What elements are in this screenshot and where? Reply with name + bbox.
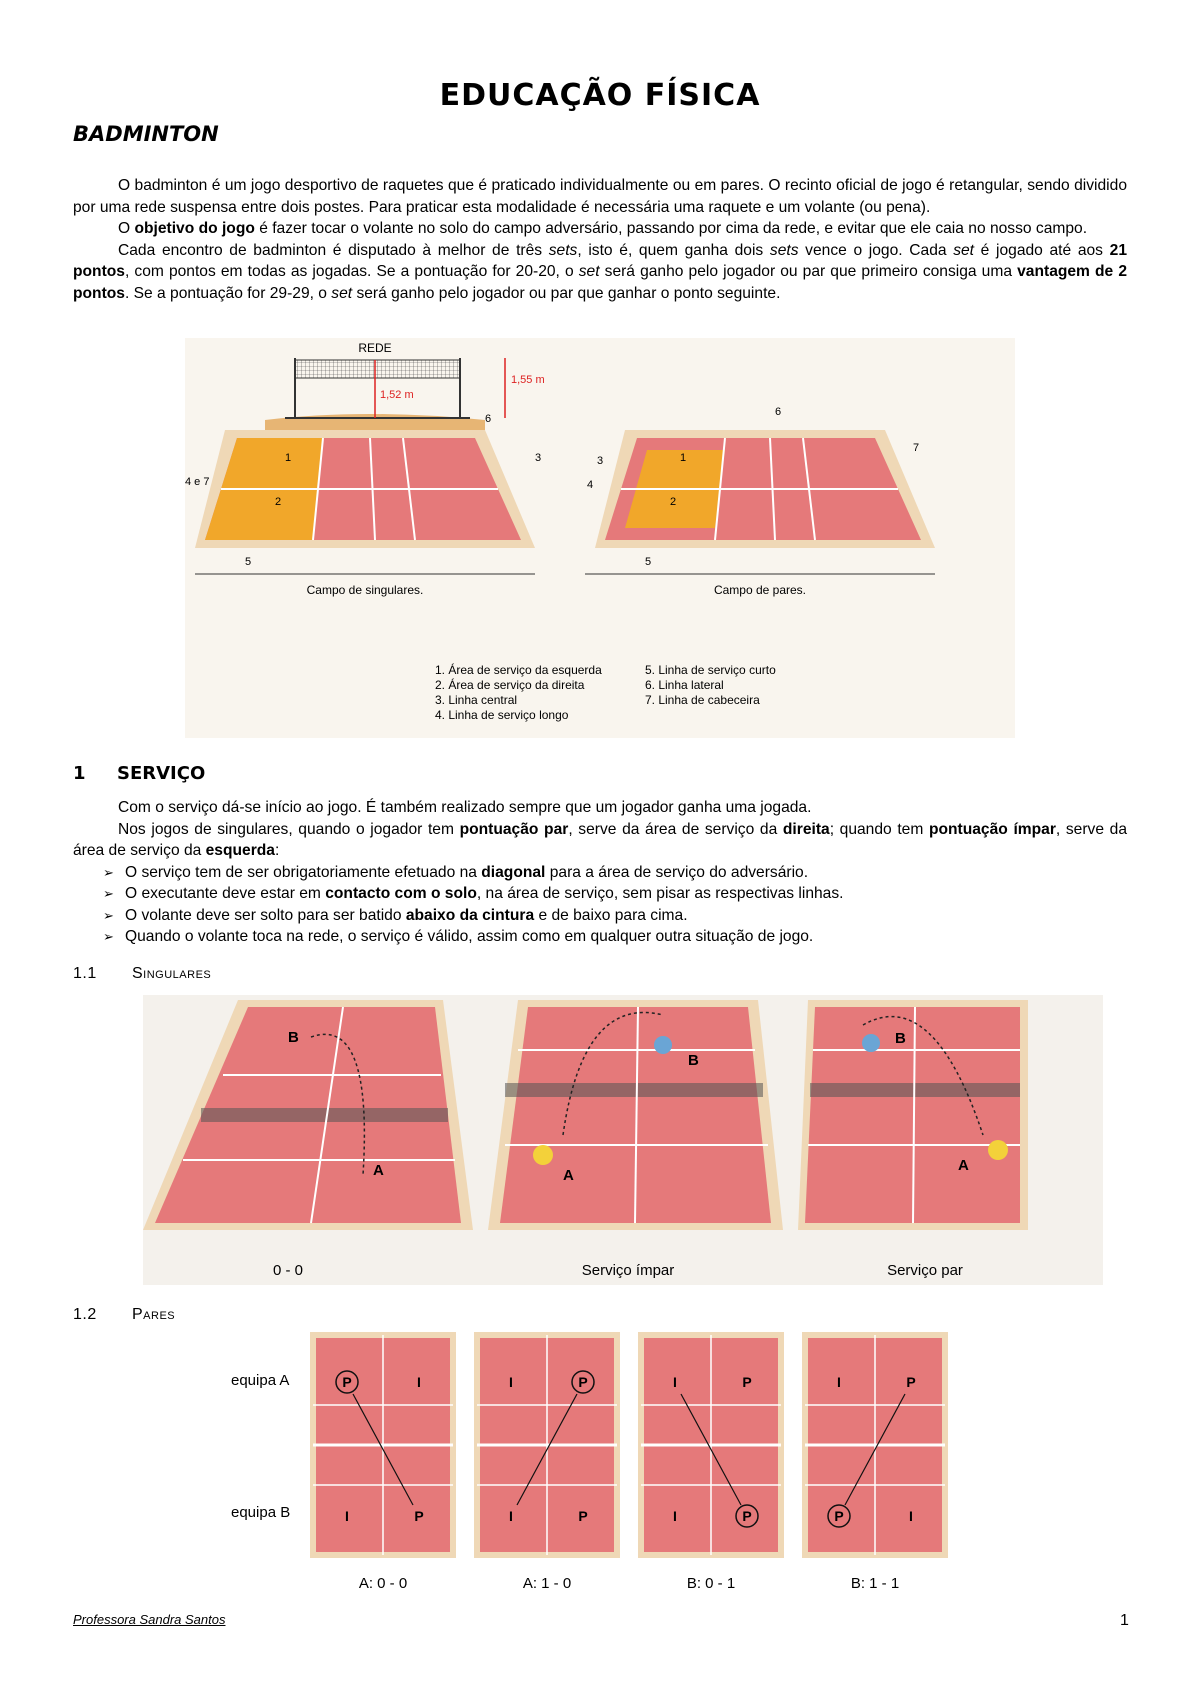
pairs-board-1 bbox=[313, 1335, 453, 1592]
pairs-caption-2: A: 1 - 0 bbox=[522, 1575, 572, 1592]
rule-item: ➢ O serviço tem de ser obrigatoriamente efetuado na diagonal para a área de serviço do adversário. bbox=[73, 862, 1127, 884]
rule-item: ➢ Quando o volante toca na rede, o serviço é válido, assim como em qualquer outra situação de jogo. bbox=[73, 926, 1127, 948]
arrow-bullet-icon: ➢ bbox=[103, 907, 114, 923]
svg-text:4 e 7: 4 e 7 bbox=[185, 476, 210, 488]
svg-text:I: I bbox=[909, 1508, 913, 1524]
net-height-post: 1,55 m bbox=[511, 374, 545, 386]
svg-text:A: A bbox=[373, 1162, 384, 1179]
page-subtitle: BADMINTON bbox=[73, 122, 219, 146]
svg-text:1: 1 bbox=[680, 452, 687, 464]
page-number: 1 bbox=[1120, 1612, 1129, 1629]
court-dimensions-figure bbox=[185, 338, 1015, 738]
svg-text:P: P bbox=[906, 1374, 916, 1390]
svg-text:1: 1 bbox=[285, 452, 292, 464]
singles-caption: Campo de singulares. bbox=[306, 583, 424, 597]
page-title: EDUCAÇÃO FÍSICA bbox=[439, 78, 761, 113]
pairs-board-3 bbox=[641, 1335, 781, 1592]
svg-text:P: P bbox=[834, 1508, 844, 1524]
service-paragraph-1: Com o serviço dá-se início ao jogo. É também realizado sempre que um jogador ganha uma jogada. bbox=[118, 799, 812, 816]
svg-text:A: A bbox=[563, 1167, 574, 1184]
svg-text:I: I bbox=[509, 1374, 513, 1390]
singles-caption-1: 0 - 0 bbox=[273, 1262, 304, 1279]
svg-text:4: 4 bbox=[587, 479, 594, 491]
subsection-number: 1.2 bbox=[73, 1306, 97, 1323]
section-number: 1 bbox=[73, 763, 86, 784]
team-b-label: equipa B bbox=[231, 1504, 291, 1521]
svg-text:3: 3 bbox=[535, 452, 542, 464]
arrow-bullet-icon: ➢ bbox=[103, 929, 114, 944]
svg-text:P: P bbox=[414, 1508, 424, 1524]
net-label: REDE bbox=[358, 341, 392, 355]
svg-text:I: I bbox=[417, 1374, 421, 1390]
svg-text:7: 7 bbox=[913, 442, 920, 454]
svg-text:5: 5 bbox=[645, 556, 652, 568]
service-rules-list bbox=[73, 862, 1127, 948]
legend-item-6: 6. Linha lateral bbox=[645, 678, 724, 692]
subsection-title: Pares bbox=[132, 1306, 176, 1323]
intro-paragraph-3: Cada encontro de badminton é disputado à melhor de três sets, isto é, quem ganha dois sets vence o jogo. Cada set é jogado até aos 21 pontos, com pontos em todas as jogadas. Se a pontuação for 20-20, o set será ganho pelo jogador ou par que primeiro consiga uma vantagem de 2 pontos. Se a pontuação for 29-29, o set será ganho pelo jogador ou par que ganhar o ponto seguinte. bbox=[73, 241, 1128, 302]
svg-text:6: 6 bbox=[775, 406, 782, 418]
svg-text:P: P bbox=[742, 1374, 752, 1390]
intro-text bbox=[73, 175, 1127, 304]
pairs-board-4 bbox=[805, 1335, 945, 1592]
net-height-center: 1,52 m bbox=[380, 389, 414, 401]
rule-item: ➢ O executante deve estar em contacto com o solo, na área de serviço, sem pisar as respectivas linhas. bbox=[73, 883, 1127, 905]
svg-text:B: B bbox=[288, 1029, 299, 1046]
svg-text:6: 6 bbox=[485, 413, 492, 425]
subsection-title: Singulares bbox=[132, 965, 212, 982]
arrow-bullet-icon: ➢ bbox=[103, 864, 114, 880]
singles-caption-3: Serviço par bbox=[887, 1262, 963, 1279]
svg-text:B: B bbox=[895, 1030, 906, 1047]
pairs-caption-3: B: 0 - 1 bbox=[686, 1575, 736, 1592]
svg-text:5: 5 bbox=[245, 556, 252, 568]
svg-text:P: P bbox=[578, 1374, 588, 1390]
arrow-bullet-icon: ➢ bbox=[103, 886, 114, 901]
section-title: SERVIÇO bbox=[117, 763, 206, 784]
pairs-board-2 bbox=[477, 1335, 617, 1592]
rule-item: ➢ O volante deve ser solto para ser batido abaixo da cintura e de baixo para cima. bbox=[73, 905, 1127, 927]
svg-text:2: 2 bbox=[275, 496, 282, 508]
svg-text:3: 3 bbox=[597, 455, 604, 467]
pairs-caption-1: A: 0 - 0 bbox=[358, 1575, 408, 1592]
legend-item-3: 3. Linha central bbox=[435, 693, 518, 707]
svg-text:P: P bbox=[742, 1508, 752, 1524]
legend-item-1: 1. Área de serviço da esquerda bbox=[435, 663, 602, 677]
svg-text:P: P bbox=[578, 1508, 588, 1524]
team-a-label: equipa A bbox=[231, 1372, 290, 1389]
pairs-service-figure bbox=[225, 1330, 985, 1595]
legend-item-4: 4. Linha de serviço longo bbox=[435, 708, 569, 722]
intro-paragraph-2: O objetivo do jogo é fazer tocar o volante no solo do campo adversário, passando por cima da rede, e evitar que ele caia no nosso campo. bbox=[118, 220, 1088, 237]
legend-item-5: 5. Linha de serviço curto bbox=[645, 663, 776, 677]
footer-author: Professora Sandra Santos bbox=[73, 1612, 226, 1627]
svg-text:A: A bbox=[958, 1157, 969, 1174]
singles-service-figure bbox=[143, 995, 1103, 1285]
svg-text:I: I bbox=[673, 1508, 677, 1524]
svg-text:I: I bbox=[673, 1374, 677, 1390]
svg-text:B: B bbox=[688, 1052, 699, 1069]
svg-text:I: I bbox=[345, 1508, 349, 1524]
svg-text:I: I bbox=[509, 1508, 513, 1524]
section1-text bbox=[73, 797, 1127, 948]
subsection-number: 1.1 bbox=[73, 965, 97, 982]
singles-caption-2: Serviço ímpar bbox=[581, 1262, 675, 1279]
svg-text:I: I bbox=[837, 1374, 841, 1390]
intro-paragraph-1: O badminton é um jogo desportivo de raquetes que é praticado individualmente ou em pares. O recinto oficial de jogo é retangular, sendo dividido por uma rede suspensa entre dois postes. Para praticar esta modalidade é necessária uma raquete e um volante (ou pena). bbox=[73, 177, 1127, 216]
pairs-caption-4: B: 1 - 1 bbox=[850, 1575, 900, 1592]
svg-text:P: P bbox=[342, 1374, 352, 1390]
service-paragraph-2: Nos jogos de singulares, quando o jogador tem pontuação par, serve da área de serviço da direita; quando tem pontuação ímpar, serve da área de serviço da esquerda: bbox=[73, 820, 1127, 859]
pairs-caption: Campo de pares. bbox=[713, 583, 807, 597]
legend-item-2: 2. Área de serviço da direita bbox=[435, 678, 585, 692]
svg-text:2: 2 bbox=[670, 496, 677, 508]
legend-item-7: 7. Linha de cabeceira bbox=[645, 693, 760, 707]
